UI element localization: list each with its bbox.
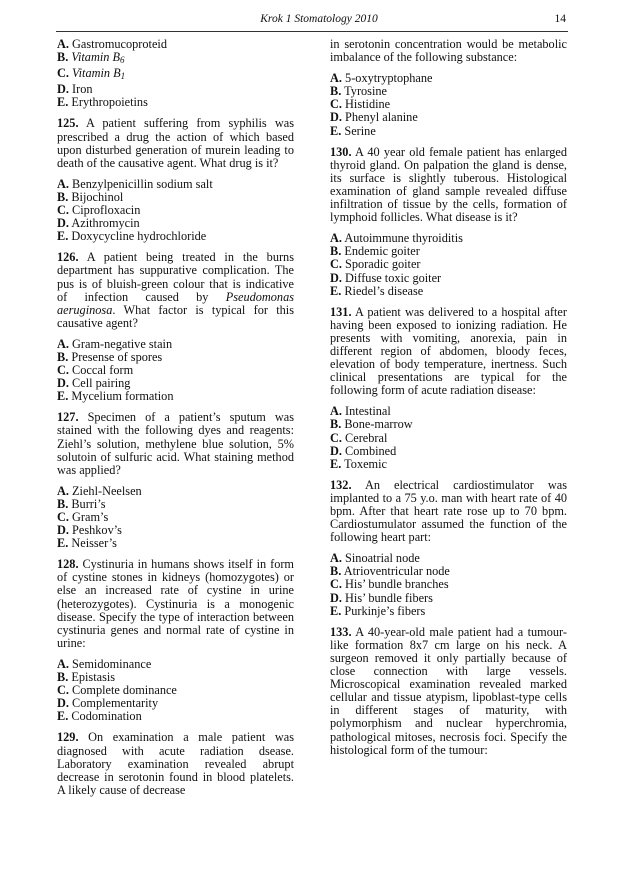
answer-options (330, 232, 567, 297)
question-124-options (57, 38, 294, 109)
option-d: D. His’ bundle fibers (330, 590, 433, 605)
option-e: E. Toxemic (330, 456, 387, 471)
option-d: D. Cell pairing (57, 376, 131, 391)
answer-options (57, 485, 294, 550)
option-a: A. 5-oxytryptophane (330, 71, 433, 86)
option-a: A. Semidominance (57, 656, 152, 671)
option-a: A. Autoimmune thyroiditis (330, 231, 463, 246)
option-b: B. Presense of spores (57, 349, 163, 364)
left-column (57, 38, 294, 805)
question-text: in serotonin concentration would be metabolic imbalance of the following substance: (330, 37, 567, 65)
option-c: C. Ciprofloxacin (57, 203, 141, 218)
option-b: B. Atrioventricular node (330, 564, 450, 579)
option-d: D. Iron (57, 82, 93, 97)
option-a: A. Intestinal (330, 404, 391, 419)
question-text: 131. A patient was delivered to a hospital after having been exposed to ionizing radiation. He presents with vomiting, anorexia, pain in different region of abdomen, bloody feces, elevation of body temperature, inertness. Such clinical presentations are typical for the following form of acute radiation disease: (330, 304, 567, 398)
option-e: E. Neisser’s (57, 536, 117, 551)
option-e: E. Purkinje’s fibers (330, 603, 426, 618)
option-b: B. Epistasis (57, 670, 116, 685)
answer-options (57, 338, 294, 403)
option-c: C. His’ bundle branches (330, 577, 449, 592)
question-125 (57, 117, 294, 243)
question-text: 127. Specimen of a patient’s sputum was stained with the following dyes and reagents: Ziehl’s solution, methylene blue solution, 5% solutoin of sulfuric acid. What staining method was applied? (57, 410, 294, 477)
page-header-title: Krok 1 Stomatology 2010 (260, 13, 378, 25)
option-e: E. Riedel’s disease (330, 283, 424, 298)
option-a: A. Sinoatrial node (330, 551, 420, 566)
answer-options (330, 405, 567, 470)
page-number: 14 (554, 13, 566, 25)
option-a: A. Ziehl-Neelsen (57, 483, 142, 498)
question-130 (330, 146, 567, 298)
question-text: 125. A patient suffering from syphilis was prescribed a drug the action of which based upon disturbed generation of murein leading to death of the causative agent. What drug is it? (57, 116, 294, 170)
question-text: 130. A 40 year old female patient has enlarged thyroid gland. On palpation the gland is dense, its surface is slightly tuberous. Histological examination of gland sample revealed diffuse infiltration of tissue by the cells, formation of lymphoid follicles. What disease is it? (330, 144, 567, 225)
option-c: C. Vitamin $B_1$ (57, 66, 126, 82)
option-c: C. Sporadic goiter (330, 257, 421, 272)
option-e: E. Serine (330, 123, 376, 138)
question-126 (57, 251, 294, 403)
right-column (330, 38, 567, 765)
option-c: C. Histidine (330, 97, 391, 112)
option-b: B. Burri’s (57, 496, 106, 511)
question-129-continued (330, 38, 567, 138)
question-127 (57, 411, 294, 550)
question-128 (57, 558, 294, 723)
option-e: E. Doxycycline hydrochloride (57, 229, 207, 244)
question-129 (57, 731, 294, 796)
option-a: A. Gastromucoproteid (57, 37, 167, 51)
option-e: E. Erythropoietins (57, 95, 148, 110)
option-c: C. Gram’s (57, 510, 109, 524)
option-b: B. Tyrosine (330, 84, 387, 99)
answer-options (57, 658, 294, 723)
option-b: B. Vitamin $B_6$ (57, 50, 125, 66)
option-b: B. Bijochinol (57, 189, 124, 204)
option-d: D. Combined (330, 443, 397, 458)
question-132 (330, 479, 567, 618)
option-b: B. Bone-marrow (330, 417, 413, 432)
option-d: D. Phenyl alanine (330, 110, 418, 125)
option-d: D. Complementarity (57, 696, 159, 711)
question-text: 132. An electrical cardiostimulator was implanted to a 75 y.o. man with heart rate of 40 bpm. After that heart rate rose up to 70 bpm. Cardiostumulator assumed the function of the following heart part: (330, 477, 567, 545)
question-131 (330, 306, 567, 471)
question-text: 133. A 40-year-old male patient had a tumour-like formation 8x7 cm large on his neck. A surgeon removed it only partially because of close connection with large vessels. Microscopical examination revealed marked cellular and tissue atypism, lipoblast-type cells in different stages of maturity, with polymorphism and nuclear hyperchromia, pathological mitoses, necrosis foci. Specify the histological form of the tumour: (330, 624, 567, 757)
option-a: A. Benzylpenicillin sodium salt (57, 176, 213, 191)
header-divider (56, 31, 568, 32)
question-text: 128. Cystinuria in humans shows itself in form of cystine stones in kidneys (homozygotes) or else an increased rate of cystine in urine (heterozygotes). Cystinuria is a monogenic disease. Specify the type of interaction between cystinuria genes and normal rate of cystine in urine: (57, 557, 294, 650)
option-d: D. Peshkov’s (57, 523, 122, 538)
option-d: D. Azithromycin (57, 216, 140, 231)
answer-options (330, 552, 567, 617)
option-c: C. Complete dominance (57, 683, 177, 698)
option-e: E. Codomination (57, 709, 142, 724)
option-b: B. Endemic goiter (330, 244, 420, 259)
answer-options (57, 178, 294, 243)
question-text: 129. On examination a male patient was diagnosed with acute radiation dsease. Laboratory examination revealed abrupt decrease in serotonin found in blood platelets. A likely cause of decrease (57, 730, 295, 797)
question-133 (330, 626, 567, 757)
option-c: C. Cerebral (330, 430, 388, 445)
question-text: 126. A patient being treated in the burns department has suppurative complication. The pus is of bluish-green colour that is indicative of infection caused by Pseudomonas aeruginosa. What factor is typical for this causative agent? (57, 250, 294, 330)
option-e: E. Mycelium formation (57, 389, 174, 404)
option-a: A. Gram-negative stain (57, 336, 173, 351)
option-d: D. Diffuse toxic goiter (330, 270, 442, 285)
option-c: C. Coccal form (57, 363, 134, 378)
answer-options (330, 72, 567, 137)
